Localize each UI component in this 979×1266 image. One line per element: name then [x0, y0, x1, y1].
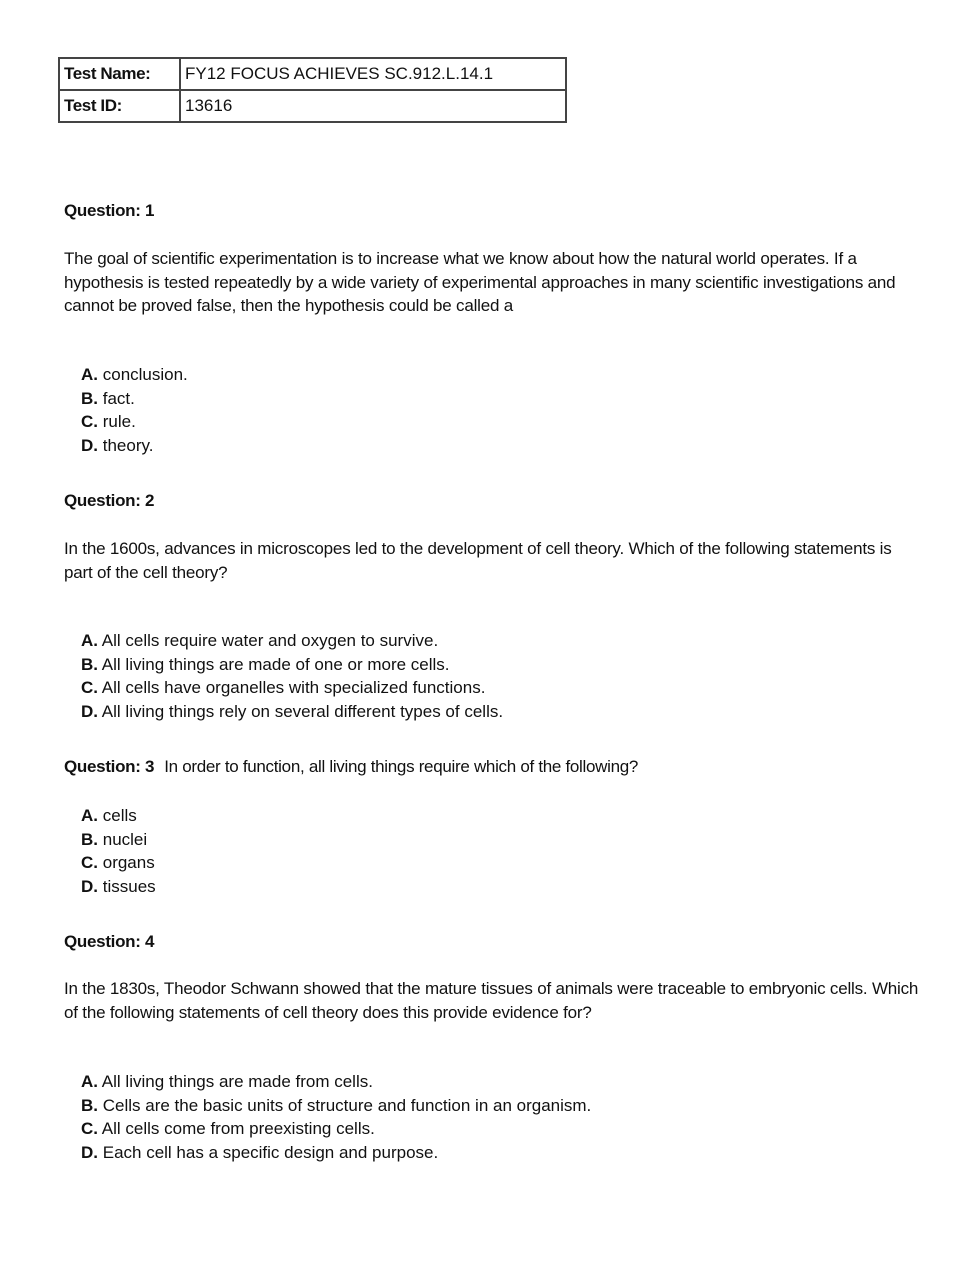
question-3-options	[81, 804, 156, 898]
question-1-options	[81, 363, 188, 457]
option-letter: B.	[81, 829, 98, 849]
question-1-option-d	[81, 434, 188, 458]
option-letter: D.	[81, 435, 98, 455]
option-text: rule.	[102, 412, 136, 431]
option-text: fact.	[102, 388, 135, 408]
question-2-options	[81, 629, 503, 723]
option-letter: C.	[81, 412, 98, 431]
test-name-value: FY12 FOCUS ACHIEVES SC.912.L.14.1	[180, 58, 566, 90]
question-4-option-d	[81, 1141, 591, 1165]
option-text: tissues	[102, 876, 156, 896]
question-4-heading: Question: 4	[64, 932, 155, 951]
option-letter: D.	[81, 1142, 98, 1162]
option-text: cells	[102, 806, 137, 825]
option-text: All cells have organelles with specialized functions.	[101, 678, 486, 697]
option-text: All living things rely on several different types of cells.	[101, 701, 504, 721]
option-text: All living things are made from cells.	[101, 1072, 373, 1091]
question-3-heading: Question: 3	[64, 757, 155, 776]
question-4-text: In the 1830s, Theodor Schwann showed that the mature tissues of animals were traceable to embryonic cells. Which of the following statements of cell theory does this provide evidence for?	[64, 979, 919, 1022]
option-text: All cells come from preexisting cells.	[101, 1119, 375, 1138]
question-1-option-b	[81, 387, 188, 411]
option-letter: D.	[81, 701, 98, 721]
question-2-heading: Question: 2	[64, 491, 155, 510]
question-3-line	[64, 757, 638, 777]
question-1-option-a	[81, 363, 188, 387]
option-letter: C.	[81, 678, 98, 697]
question-4-option-a	[81, 1070, 591, 1094]
test-id-row	[59, 90, 566, 122]
option-letter: A.	[81, 631, 98, 650]
option-text: conclusion.	[102, 365, 188, 384]
option-letter: A.	[81, 365, 98, 384]
question-3-option-a	[81, 804, 156, 828]
option-letter: A.	[81, 1072, 98, 1091]
question-2-option-b	[81, 653, 503, 677]
option-letter: B.	[81, 388, 98, 408]
test-info-table	[58, 57, 567, 123]
question-2-text: In the 1600s, advances in microscopes led to the development of cell theory. Which of the following statements is part of the cell theory?	[64, 539, 892, 582]
option-letter: D.	[81, 876, 98, 896]
option-text: nuclei	[102, 829, 148, 849]
option-letter: B.	[81, 654, 98, 674]
question-3-option-d	[81, 875, 156, 899]
option-letter: C.	[81, 1119, 98, 1138]
option-text: Cells are the basic units of structure and function in an organism.	[102, 1095, 592, 1115]
question-1-heading: Question: 1	[64, 201, 155, 220]
option-letter: C.	[81, 853, 98, 872]
question-1-option-c	[81, 410, 188, 434]
option-text: All cells require water and oxygen to survive.	[101, 631, 439, 650]
option-text: organs	[102, 853, 155, 872]
question-3-option-b	[81, 828, 156, 852]
option-text: Each cell has a specific design and purpose.	[102, 1142, 439, 1162]
test-name-label: Test Name:	[59, 58, 180, 90]
question-4-option-b	[81, 1094, 591, 1118]
question-4-options	[81, 1070, 591, 1164]
question-3-text: In order to function, all living things require which of the following?	[164, 757, 639, 776]
question-2-option-d	[81, 700, 503, 724]
test-id-value: 13616	[180, 90, 566, 122]
question-1-text: The goal of scientific experimentation is to increase what we know about how the natural world operates. If a hypothesis is tested repeatedly by a wide variety of experimental approaches in many scientific investigations and cannot be proved false, then the hypothesis could be called a	[64, 249, 896, 315]
test-id-label: Test ID:	[59, 90, 180, 122]
question-4-option-c	[81, 1117, 591, 1141]
option-text: theory.	[102, 435, 154, 455]
option-letter: A.	[81, 806, 98, 825]
option-letter: B.	[81, 1095, 98, 1115]
option-text: All living things are made of one or more cells.	[101, 654, 450, 674]
question-2-option-a	[81, 629, 503, 653]
question-3-option-c	[81, 851, 156, 875]
question-2-option-c	[81, 676, 503, 700]
test-name-row	[59, 58, 566, 90]
